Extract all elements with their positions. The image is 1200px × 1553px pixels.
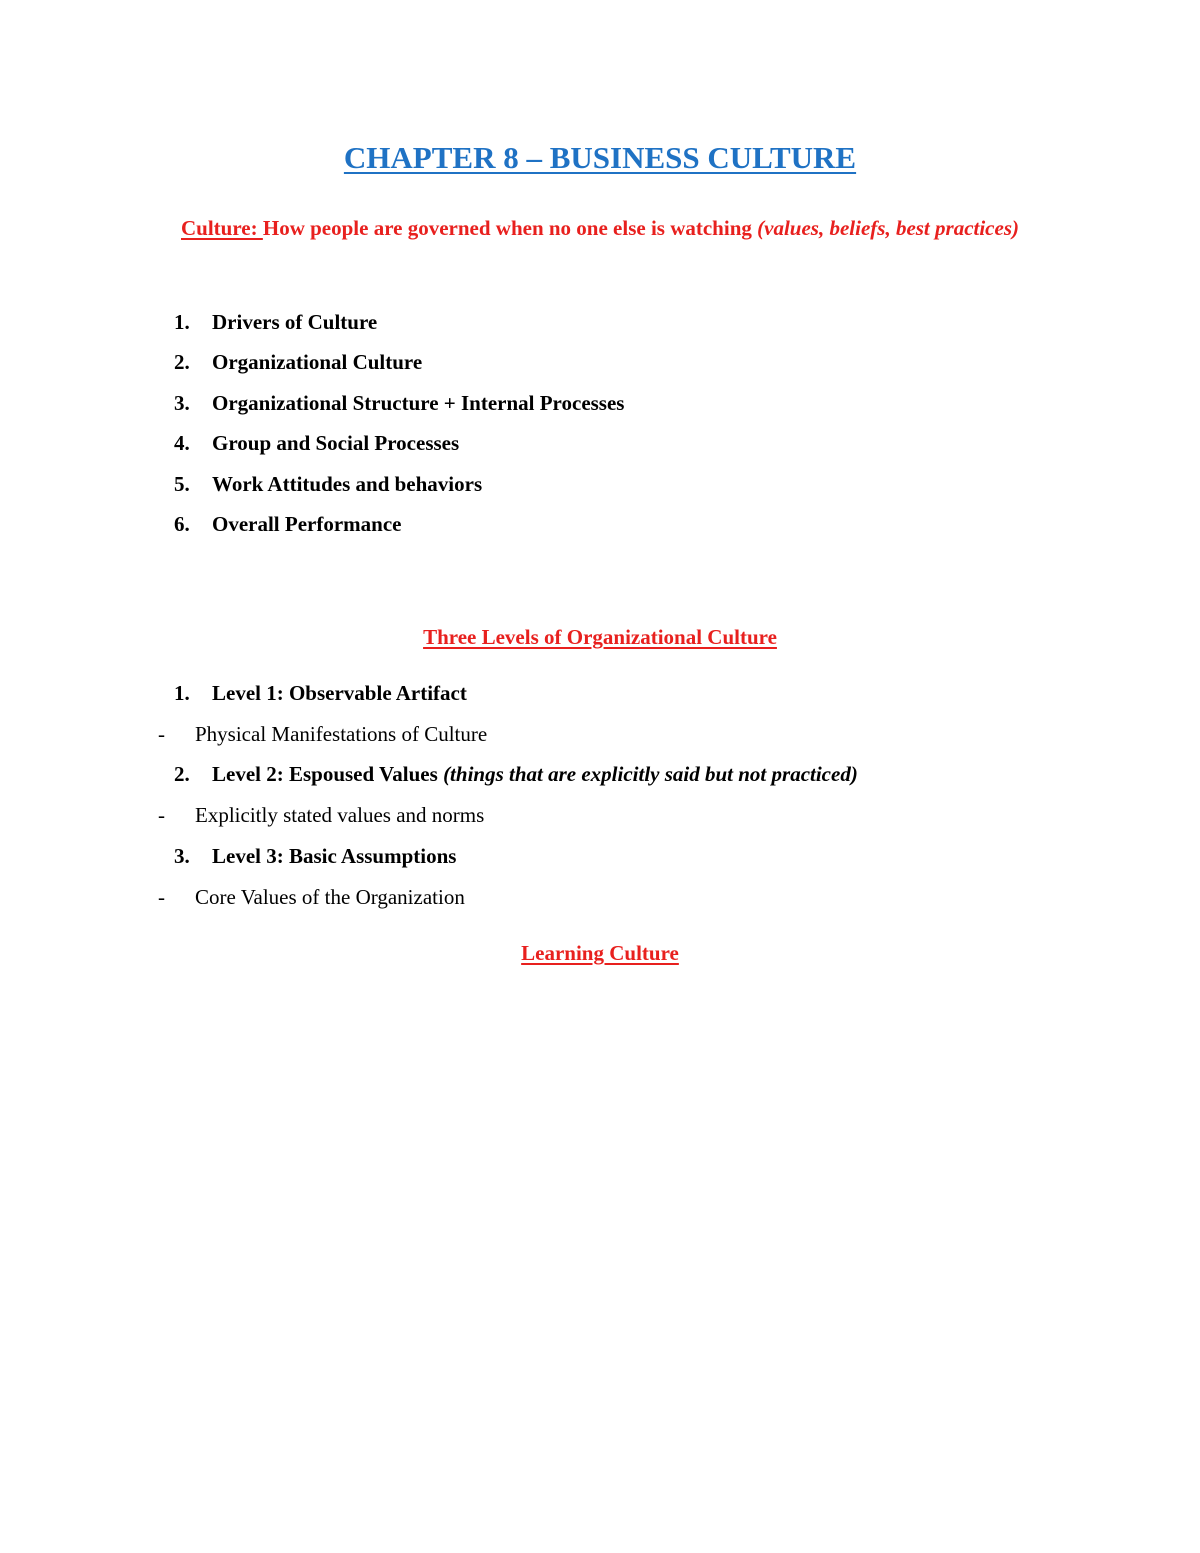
page-title: [0, 140, 1200, 176]
list-item-number: 1.: [174, 310, 190, 334]
list-item-label: Drivers of Culture: [212, 310, 378, 334]
list-item: [174, 512, 402, 537]
level-item-note: (things that are explicitly said but not practiced): [443, 762, 858, 786]
list-item: [174, 310, 377, 335]
definition-text: How people are governed when no one else is watching: [262, 216, 758, 240]
level-item: [174, 844, 456, 869]
list-item-label: Overall Performance: [212, 512, 402, 536]
section-heading-text: Three Levels of Organizational Culture: [423, 625, 777, 649]
definition-term: Culture:: [181, 216, 263, 240]
list-item: [174, 391, 624, 416]
definition-note: (values, beliefs, best practices): [757, 216, 1019, 240]
section-heading-learning: [0, 941, 1200, 966]
list-item-number: 4.: [174, 431, 190, 455]
list-item-label: Group and Social Processes: [212, 431, 460, 455]
level-item-number: 2.: [174, 762, 190, 786]
list-item: [174, 431, 459, 456]
level-detail: [158, 803, 484, 828]
level-detail: [158, 722, 487, 747]
dash-bullet: -: [158, 722, 165, 746]
list-item-label: Work Attitudes and behaviors: [212, 472, 483, 496]
level-item-label: Level 3: Basic Assumptions: [212, 844, 457, 868]
level-item-number: 1.: [174, 681, 190, 705]
level-item-label: Level 1: Observable Artifact: [212, 681, 467, 705]
level-item-label: Level 2: Espoused Values: [212, 762, 444, 786]
dash-bullet: -: [158, 803, 165, 827]
list-item-label: Organizational Structure + Internal Processes: [212, 391, 625, 415]
list-item-number: 5.: [174, 472, 190, 496]
list-item: [174, 350, 422, 375]
list-item-number: 2.: [174, 350, 190, 374]
level-detail-text: Explicitly stated values and norms: [195, 803, 485, 827]
list-item-number: 3.: [174, 391, 190, 415]
culture-definition: [150, 208, 1050, 249]
list-item-number: 6.: [174, 512, 190, 536]
list-item: [174, 472, 482, 497]
level-item-number: 3.: [174, 844, 190, 868]
level-item: [174, 762, 858, 787]
level-item: [174, 681, 467, 706]
page-title-text: CHAPTER 8 – BUSINESS CULTURE: [343, 140, 857, 175]
section-heading-text: Learning Culture: [521, 941, 679, 965]
level-detail-text: Core Values of the Organization: [195, 885, 465, 909]
level-detail-text: Physical Manifestations of Culture: [195, 722, 488, 746]
level-detail: [158, 885, 465, 910]
dash-bullet: -: [158, 885, 165, 909]
section-heading-levels: [0, 625, 1200, 650]
list-item-label: Organizational Culture: [212, 350, 423, 374]
